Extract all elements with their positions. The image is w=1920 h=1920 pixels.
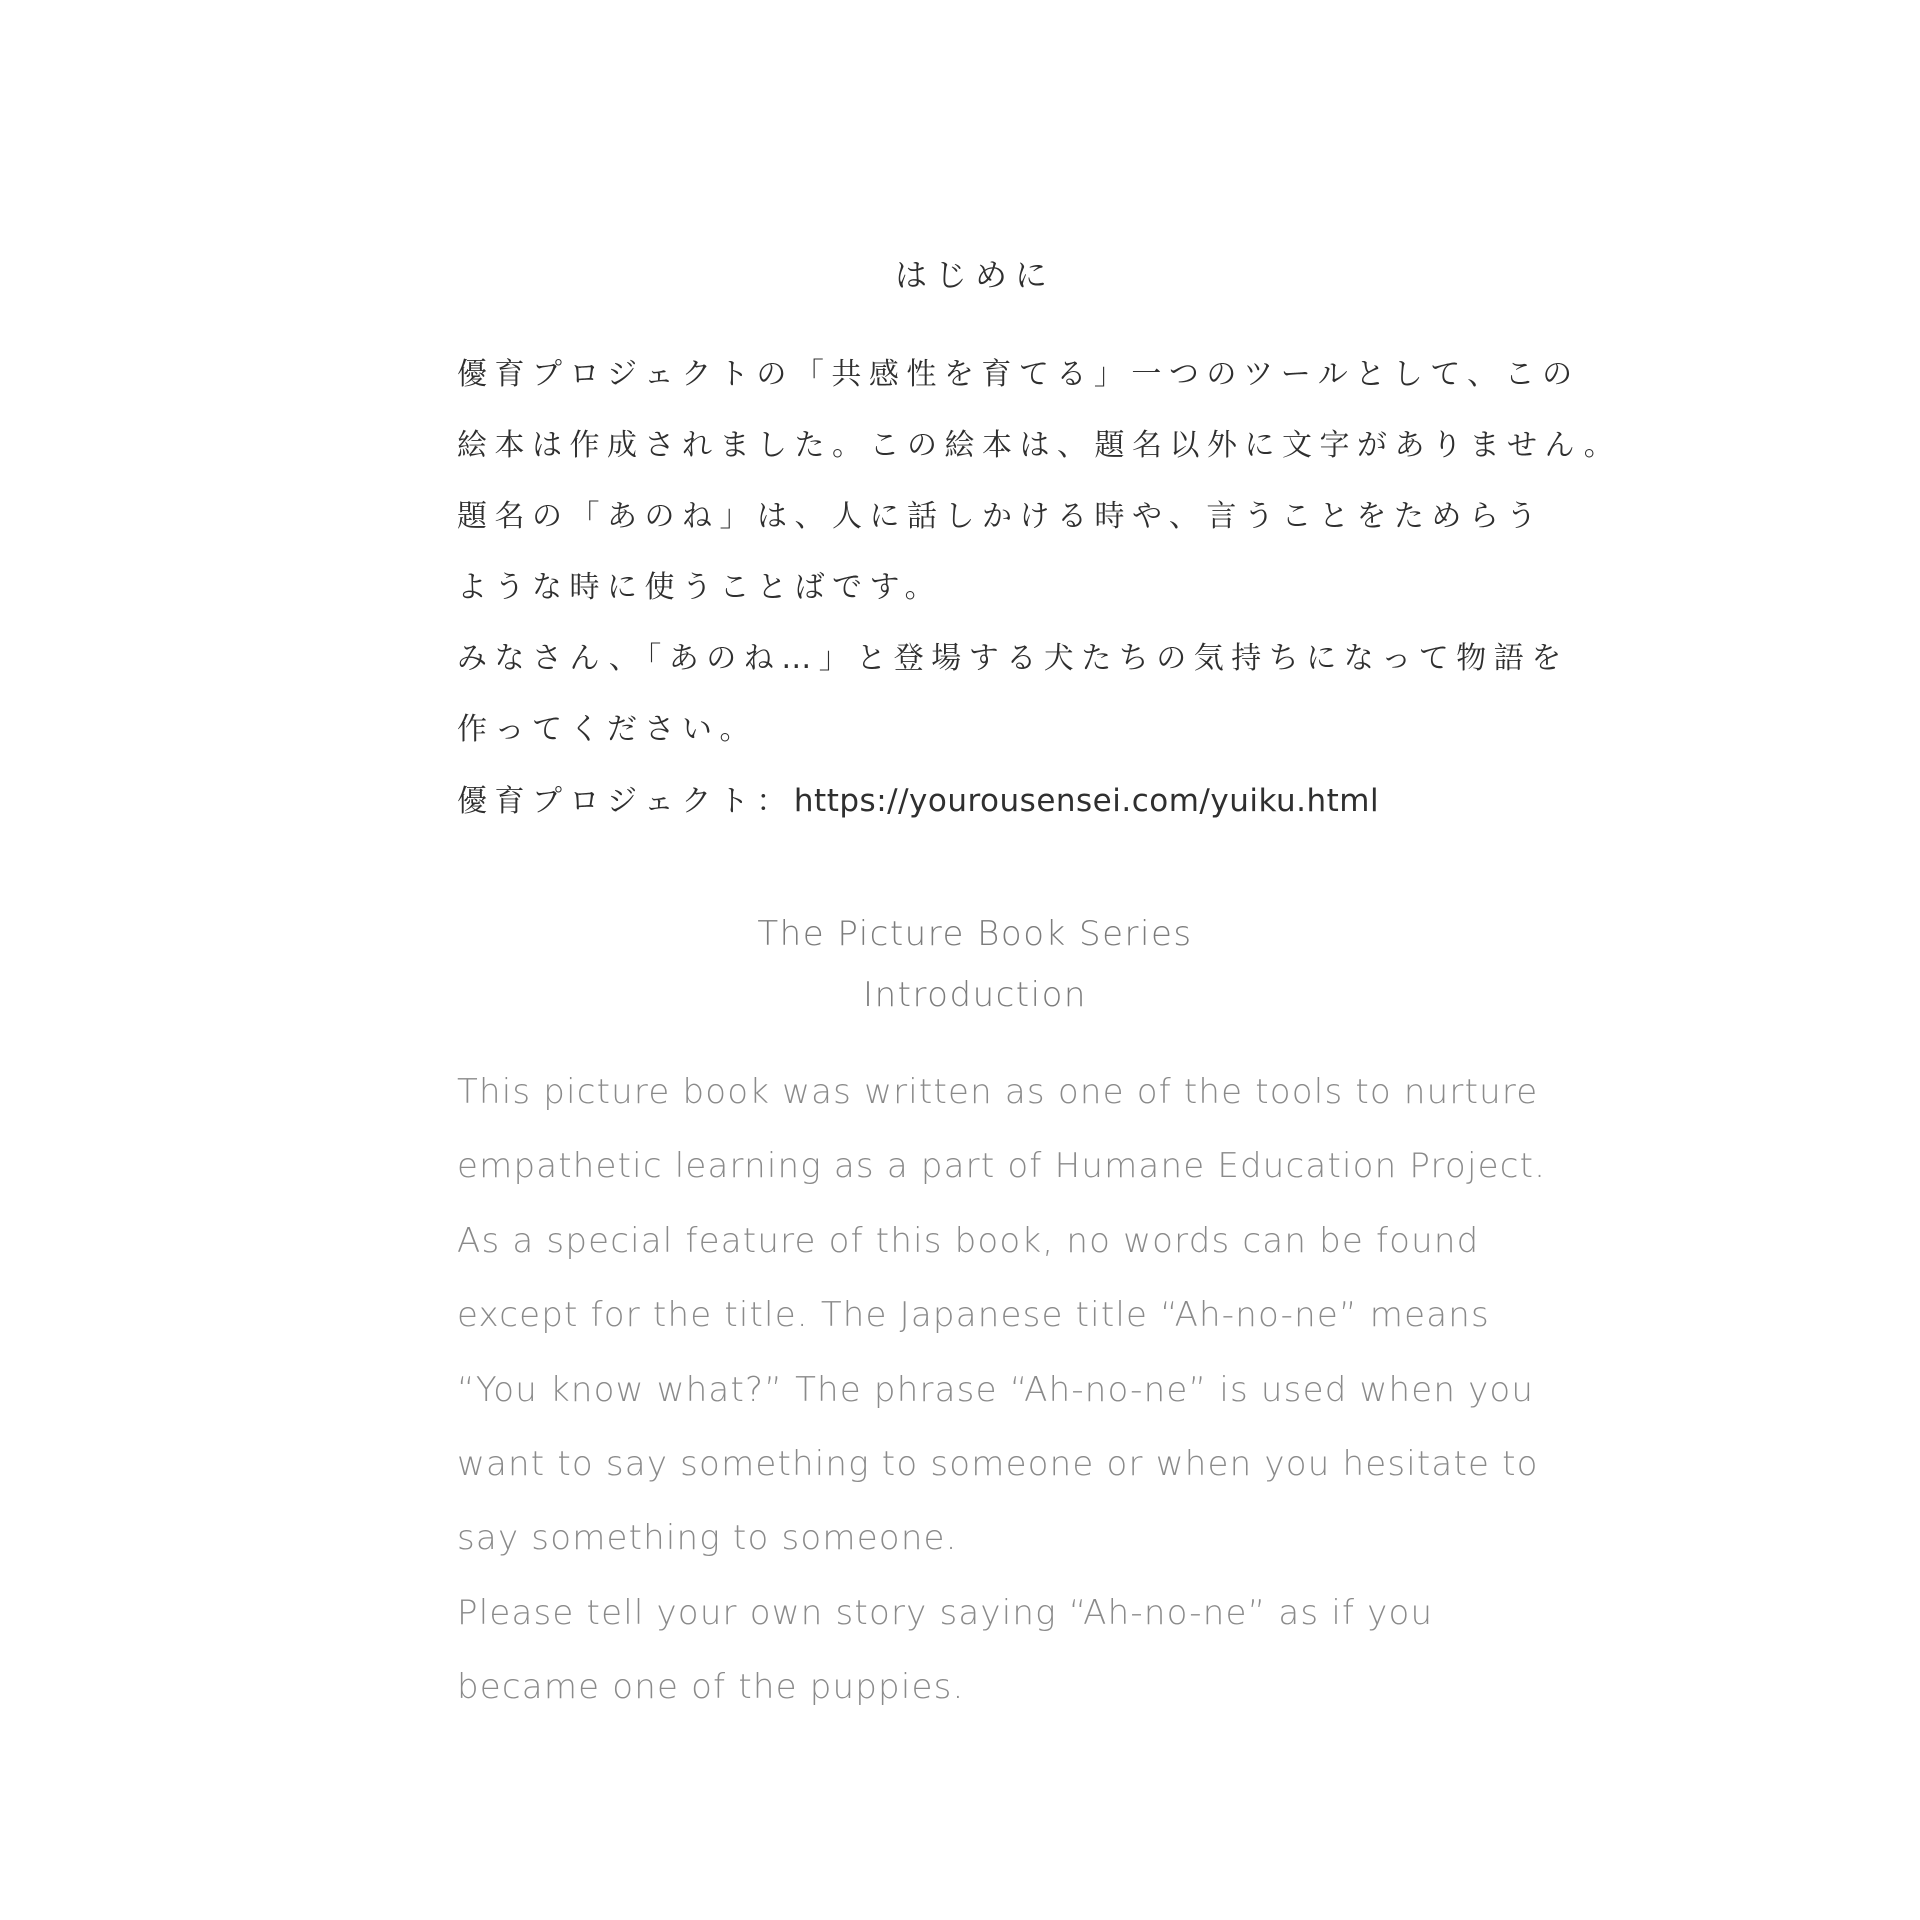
project-url-link[interactable]: https://yourousensei.com/yuiku.html [793, 783, 1380, 819]
japanese-line: 題名の「あのね」は、人に話しかける時や、言うことをためらう [457, 499, 1544, 534]
japanese-body [457, 348, 1622, 845]
english-line: “You know what?” The phrase “Ah-no-ne” is used when you [457, 1369, 1535, 1410]
project-link-line [457, 774, 1577, 845]
japanese-line: みなさん、「あのね…」と登場する犬たちの気持ちになって物語を [457, 641, 1569, 676]
english-series-title: The Picture Book Series [757, 914, 1193, 954]
english-body [457, 1063, 1577, 1733]
project-label: 優育プロジェクト： [457, 784, 794, 819]
english-line: This picture book was written as one of the tools to nurture [457, 1072, 1539, 1112]
english-introduction-title: Introduction [863, 975, 1087, 1015]
english-line: want to say something to someone or when you hesitate to [457, 1443, 1539, 1484]
english-line: except for the title. The Japanese title “Ah-no-ne” means [457, 1295, 1490, 1336]
english-line: As a special feature of this book, no words can be found [457, 1220, 1480, 1261]
japanese-line: 優育プロジェクトの「共感性を育てる」一つのツールとして、この [457, 357, 1580, 392]
japanese-line: 作ってください。 [457, 712, 757, 747]
english-line: Please tell your own story saying “Ah-no-ne” as if you [457, 1592, 1434, 1633]
english-line: became one of the puppies. [457, 1667, 965, 1708]
japanese-heading: はじめに [894, 256, 1055, 294]
english-line: empathetic learning as a part of Humane Education Project. [457, 1146, 1547, 1187]
japanese-line: 絵本は作成されました。この絵本は、題名以外に文字がありません。 [457, 428, 1622, 463]
english-line: say something to someone. [457, 1518, 958, 1559]
japanese-line: ような時に使うことばです。 [457, 570, 943, 605]
